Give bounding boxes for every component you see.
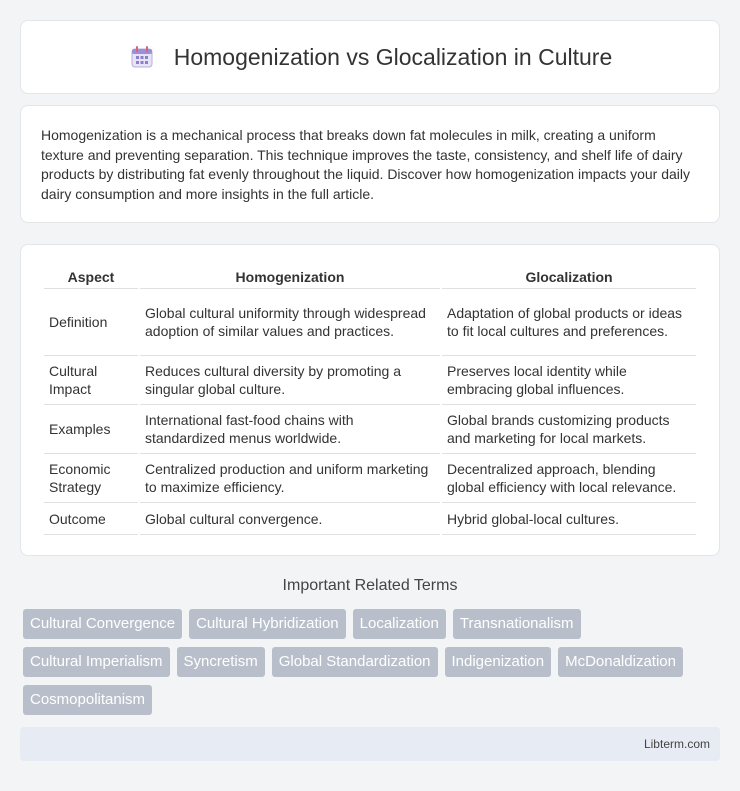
row-aspect: Examples: [44, 405, 138, 454]
intro-card: [20, 105, 720, 223]
row-glocalization: Hybrid global-local cultures.: [442, 503, 696, 535]
calendar-icon: [128, 43, 156, 71]
related-terms-list: [23, 609, 723, 715]
term-tag[interactable]: Cultural Convergence: [23, 609, 182, 639]
table-row: [44, 356, 696, 405]
term-tag[interactable]: Localization: [353, 609, 446, 639]
row-aspect: Definition: [44, 289, 138, 356]
row-glocalization: Global brands customizing products and marketing for local markets.: [442, 405, 696, 454]
row-aspect: Economic Strategy: [44, 454, 138, 503]
term-tag[interactable]: Cultural Imperialism: [23, 647, 170, 677]
term-tag[interactable]: Transnationalism: [453, 609, 581, 639]
row-aspect: Outcome: [44, 503, 138, 535]
intro-text: Homogenization is a mechanical process that breaks down fat molecules in milk, creating a uniform texture and preventing separation. This technique improves the taste, consistency, and shelf life of dairy products by distributing fat evenly throughout the liquid. Discover how homogenization impacts your daily dairy consumption and more insights in the full article.: [41, 127, 691, 202]
table-row: [44, 289, 696, 356]
term-tag[interactable]: Cosmopolitanism: [23, 685, 152, 715]
row-aspect: Cultural Impact: [44, 356, 138, 405]
footer: [20, 727, 720, 761]
term-tag[interactable]: Cultural Hybridization: [189, 609, 346, 639]
term-tag[interactable]: Global Standardization: [272, 647, 438, 677]
term-tag[interactable]: Syncretism: [177, 647, 265, 677]
footer-site-link[interactable]: Libterm.com: [643, 737, 710, 751]
page-title: Homogenization vs Glocalization in Culture: [173, 43, 613, 70]
comparison-card: [20, 244, 720, 556]
header-glocalization: Glocalization: [442, 266, 696, 289]
row-glocalization: Decentralized approach, blending global efficiency with local relevance.: [442, 454, 696, 503]
header-homogenization: Homogenization: [140, 266, 440, 289]
row-glocalization: Adaptation of global products or ideas to fit local cultures and preferences.: [442, 289, 696, 356]
table-header-row: [44, 266, 696, 289]
comparison-table: [42, 266, 698, 535]
row-homogenization: Global cultural convergence.: [140, 503, 440, 535]
row-homogenization: Centralized production and uniform marketing to maximize efficiency.: [140, 454, 440, 503]
table-row: [44, 405, 696, 454]
header-aspect: Aspect: [44, 266, 138, 289]
row-homogenization: International fast-food chains with standardized menus worldwide.: [140, 405, 440, 454]
row-glocalization: Preserves local identity while embracing global influences.: [442, 356, 696, 405]
table-row: [44, 454, 696, 503]
header-card: [20, 20, 720, 94]
related-terms-title: Important Related Terms: [282, 577, 458, 594]
table-row: [44, 503, 696, 535]
row-homogenization: Reduces cultural diversity by promoting a singular global culture.: [140, 356, 440, 405]
row-homogenization: Global cultural uniformity through widespread adoption of similar values and practices.: [140, 289, 440, 356]
term-tag[interactable]: Indigenization: [445, 647, 552, 677]
term-tag[interactable]: McDonaldization: [558, 647, 683, 677]
